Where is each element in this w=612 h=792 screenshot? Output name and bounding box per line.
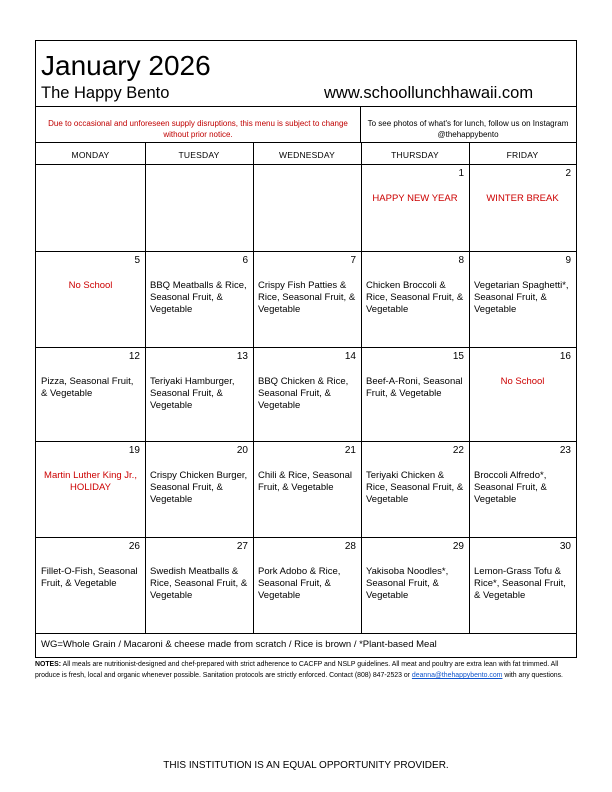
- day-number: 30: [559, 541, 571, 552]
- holiday-label: No School: [500, 376, 545, 387]
- calendar-day-cell: [36, 164, 145, 251]
- day-number: 20: [236, 445, 248, 456]
- day-number: 26: [128, 541, 140, 552]
- calendar-day-cell: [36, 537, 145, 633]
- meal-description: Pizza, Seasonal Fruit, & Vegetable: [41, 376, 134, 399]
- calendar-day-cell: [36, 441, 145, 537]
- holiday-label: HAPPY NEW YEAR: [372, 193, 458, 204]
- meal-description: Fillet-O-Fish, Seasonal Fruit, & Vegetable: [41, 566, 138, 589]
- calendar-day-cell: [253, 251, 361, 347]
- notes-tail: with any questions.: [504, 672, 563, 679]
- menu-calendar: [35, 40, 577, 658]
- day-header-wednesday: WEDNESDAY: [279, 150, 335, 160]
- day-header-monday: MONDAY: [71, 150, 110, 160]
- day-header-tuesday: TUESDAY: [178, 150, 220, 160]
- notes-label: NOTES:: [35, 661, 62, 668]
- menu-legend: WG=Whole Grain / Macaroni & cheese made from scratch / Rice is brown / *Plant-based Meal: [41, 639, 437, 650]
- meal-description: Pork Adobo & Rice, Seasonal Fruit, & Vegetable: [258, 566, 341, 601]
- meal-description: Crispy Fish Patties & Rice, Seasonal Fruit, & Vegetable: [258, 280, 356, 315]
- day-number: 12: [128, 351, 140, 362]
- calendar-day-cell: [36, 347, 145, 441]
- meal-description: Swedish Meatballs & Rice, Seasonal Fruit, & Vegetable: [150, 566, 248, 601]
- calendar-day-cell: [361, 164, 469, 251]
- day-number: 8: [458, 255, 464, 266]
- day-number: 2: [565, 168, 571, 179]
- calendar-day-cell: [469, 251, 576, 347]
- calendar-day-cell: [469, 347, 576, 441]
- calendar-day-cell: [361, 537, 469, 633]
- day-number: 7: [350, 255, 356, 266]
- supply-disruption-notice: Due to occasional and unforeseen supply disruptions, this menu is subject to change without prior notice.: [48, 119, 348, 139]
- meal-description: Yakisoba Noodles*, Seasonal Fruit, & Vegetable: [366, 566, 449, 601]
- day-number: 23: [559, 445, 571, 456]
- calendar-day-cell: [145, 347, 253, 441]
- contact-email-link[interactable]: deanna@thehappybento.com: [411, 672, 503, 679]
- day-number: 6: [242, 255, 248, 266]
- calendar-day-cell: [469, 537, 576, 633]
- divider: [36, 633, 576, 634]
- equal-opportunity-statement: THIS INSTITUTION IS AN EQUAL OPPORTUNITY PROVIDER.: [163, 760, 449, 771]
- day-header-thursday: THURSDAY: [391, 150, 439, 160]
- divider: [36, 106, 576, 107]
- calendar-day-cell: [361, 347, 469, 441]
- website-url: www.schoollunchhawaii.com: [324, 84, 534, 102]
- calendar-day-cell: [361, 441, 469, 537]
- company-name: The Happy Bento: [41, 84, 170, 102]
- calendar-day-cell: [36, 251, 145, 347]
- calendar-day-cell: [145, 441, 253, 537]
- notes-section: [35, 659, 580, 681]
- meal-description: BBQ Meatballs & Rice, Seasonal Fruit, & Vegetable: [150, 280, 247, 315]
- calendar-day-cell: [253, 441, 361, 537]
- day-number: 29: [452, 541, 464, 552]
- calendar-day-cell: [253, 164, 361, 251]
- meal-description: Beef-A-Roni, Seasonal Fruit, & Vegetable: [366, 376, 463, 399]
- meal-description: Lemon-Grass Tofu & Rice*, Seasonal Fruit, & Vegetable: [474, 566, 566, 601]
- calendar-day-cell: [145, 251, 253, 347]
- meal-description: Broccoli Alfredo*, Seasonal Fruit, & Vegetable: [474, 470, 547, 505]
- notes-text: All meals are nutritionist-designed and chef-prepared with strict adherence to CACFP and NSLP guidelines. All meat and poultry are extra lean with fat trimmed. All produce is fresh, local and organic whenever possible. Sanitation protocols are strictly enforced. Contact (808) 847-2523 or: [35, 661, 559, 679]
- holiday-label: No School: [68, 280, 113, 291]
- divider: [360, 106, 361, 142]
- day-number: 22: [452, 445, 464, 456]
- divider: [36, 142, 576, 143]
- day-header-friday: FRIDAY: [506, 150, 539, 160]
- day-number: 5: [134, 255, 140, 266]
- calendar-day-cell: [361, 251, 469, 347]
- day-number: 13: [236, 351, 248, 362]
- day-number: 28: [344, 541, 356, 552]
- day-number: 27: [236, 541, 248, 552]
- day-number: 15: [452, 351, 464, 362]
- meal-description: Crispy Chicken Burger, Seasonal Fruit, & Vegetable: [150, 470, 248, 505]
- day-number: 16: [559, 351, 571, 362]
- calendar-day-cell: [253, 537, 361, 633]
- calendar-day-cell: [469, 441, 576, 537]
- day-number: 14: [344, 351, 356, 362]
- holiday-label: WINTER BREAK: [486, 193, 559, 204]
- day-number: 9: [565, 255, 571, 266]
- meal-description: BBQ Chicken & Rice, Seasonal Fruit, & Vegetable: [258, 376, 349, 411]
- instagram-notice: To see photos of what's for lunch, follow us on Instagram @thehappybento: [367, 119, 569, 139]
- calendar-day-cell: [253, 347, 361, 441]
- calendar-day-cell: [145, 537, 253, 633]
- meal-description: Vegetarian Spaghetti*, Seasonal Fruit, & Vegetable: [474, 280, 569, 315]
- meal-description: Chili & Rice, Seasonal Fruit, & Vegetable: [258, 470, 352, 493]
- day-number: 19: [128, 445, 140, 456]
- meal-description: Chicken Broccoli & Rice, Seasonal Fruit, & Vegetable: [366, 280, 464, 315]
- calendar-day-cell: [145, 164, 253, 251]
- meal-description: Teriyaki Chicken & Rice, Seasonal Fruit, & Vegetable: [366, 470, 464, 505]
- page-title: January 2026: [41, 50, 211, 81]
- day-number: 1: [458, 168, 464, 179]
- day-number: 21: [344, 445, 356, 456]
- holiday-label: Martin Luther King Jr., HOLIDAY: [44, 470, 137, 493]
- meal-description: Teriyaki Hamburger, Seasonal Fruit, & Vegetable: [150, 376, 235, 411]
- calendar-day-cell: [469, 164, 576, 251]
